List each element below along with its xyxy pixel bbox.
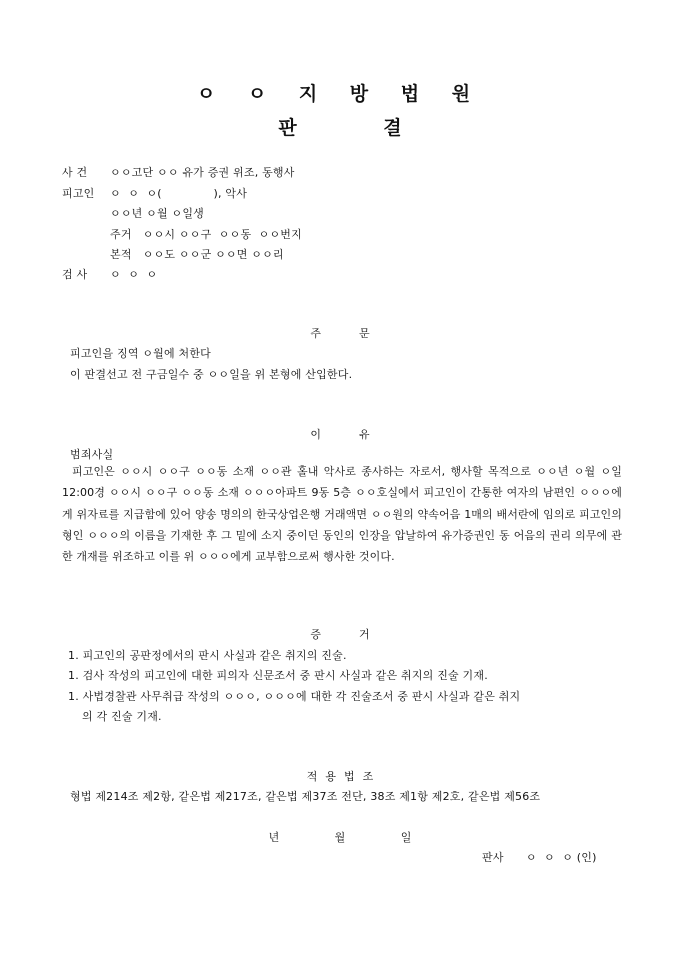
decision-date: 년 월 일 [268,831,438,844]
defendant-label: 피고인 [62,187,95,200]
document-type: 판 결 [278,117,442,139]
defendant-value: ㅇ ㅇ ㅇ( ), 악사 [110,187,248,200]
law-heading: 적용법조 [306,770,382,783]
evidence-item-3: 1. 사법경찰관 사무취급 작성의 ㅇㅇㅇ, ㅇㅇㅇ에 대한 각 진술조서 중 판시 사실과 같은 취지 [68,690,521,703]
order-line-1: 피고인을 징역 ㅇ월에 처한다 [70,347,212,360]
evidence-item-2: 1. 검사 작성의 피고인에 대한 피의자 신문조서 중 판시 사실과 같은 취지의 진술 기재. [68,669,488,682]
order-heading: 주문 [310,327,408,340]
court-name: ㅇ ㅇ 지 방 법 원 [196,83,484,105]
order-line-2: 이 판결선고 전 구금일수 중 ㅇㅇ일을 위 본형에 산입한다. [70,368,353,381]
applicable-law-text: 형법 제214조 제2항, 같은법 제217조, 같은법 제37조 전단, 38조 제1항 제2호, 같은법 제56조 [70,790,541,803]
case-value: ㅇㅇ고단 ㅇㅇ 유가 증권 위조, 동행사 [110,166,295,179]
judge-signature: 판사 ㅇ ㅇ ㅇ (인) [482,851,597,864]
crime-facts-text: 피고인은 ㅇㅇ시 ㅇㅇ구 ㅇㅇ동 소재 ㅇㅇ관 홀내 악사로 종사하는 자로서, 행사할 목적으로 ㅇㅇ년 ㅇ월 ㅇ일 12:00경 ㅇㅇ시 ㅇㅇ구 ㅇㅇ동 소재 ㅇㅇㅇ아파트 9동 5층 ㅇㅇ호실에서 피고인이 간통한 여자의 남편인 ㅇㅇㅇ에게 위자료를 지급함에 있어 양송 명의의 한국상업은행 거래액면 ㅇㅇ원의 약속어음 1매의 배서란에 임의로 피고인의 형인 ㅇㅇㅇ의 이름을 기재한 후 그 밑에 소지 중이던 동인의 인장을 압날하여 유가증권인 동 어음의 권리 의무에 관한 개재를 위조하고 이를 위 ㅇㅇㅇ에게 교부함으로써 행사한 것이다. [62,465,622,564]
reason-subheading: 범죄사실 [70,448,114,461]
crime-facts-paragraph [62,461,622,567]
defendant-domicile: 본적 ㅇㅇ도 ㅇㅇ군 ㅇㅇ면 ㅇㅇ리 [110,248,284,261]
case-label: 사 건 [62,166,88,179]
prosecutor-value: ㅇ ㅇ ㅇ [110,268,158,281]
evidence-item-3-continued: 의 각 진술 기재. [82,710,162,723]
prosecutor-label: 검 사 [62,268,88,281]
reason-heading: 이유 [310,428,408,441]
defendant-residence: 주거 ㅇㅇ시 ㅇㅇ구 ㅇㅇ동 ㅇㅇ번지 [110,228,302,241]
evidence-item-1: 1. 피고인의 공판정에서의 판시 사실과 같은 취지의 진술. [68,649,347,662]
evidence-heading: 증거 [310,628,408,641]
defendant-birth: ㅇㅇ년 ㅇ월 ㅇ일생 [110,207,205,220]
